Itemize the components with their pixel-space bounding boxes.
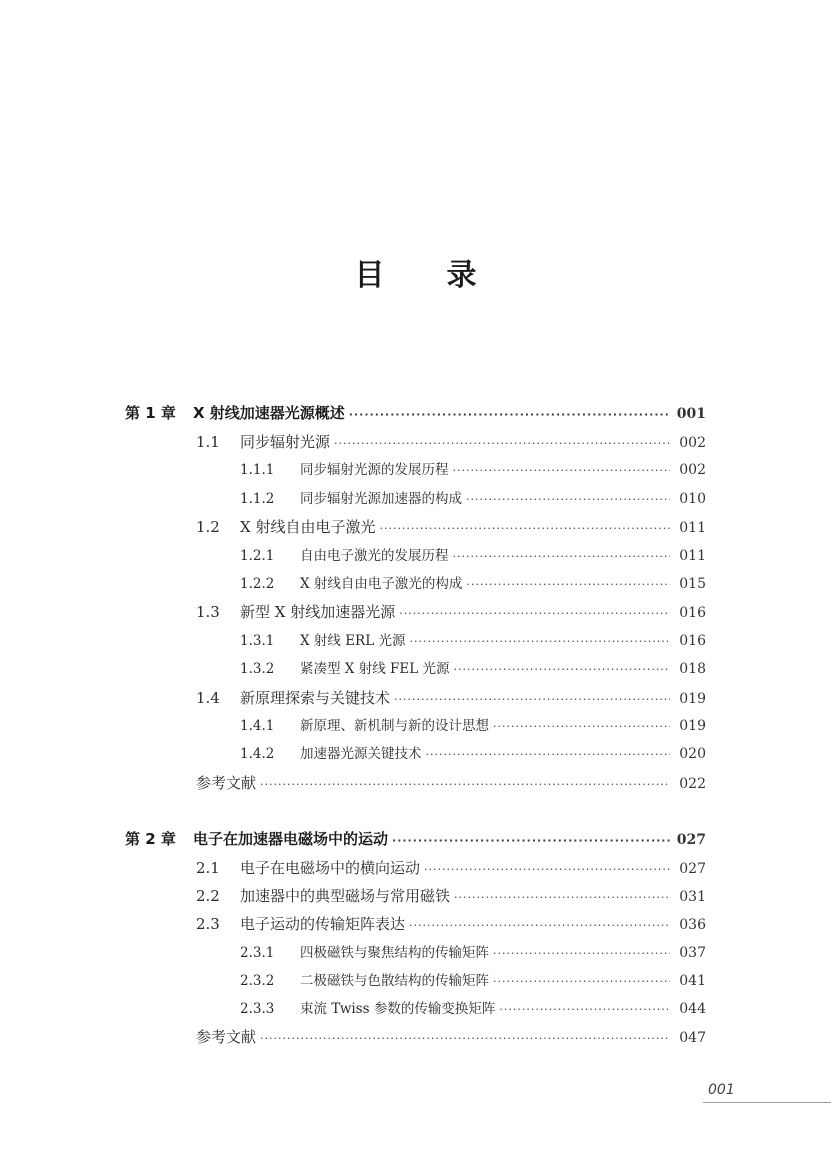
page-number: 010 (679, 491, 706, 507)
section-title: 同步辐射光源 (240, 433, 331, 451)
dot-leader (394, 686, 670, 714)
page-number: 031 (679, 889, 706, 905)
dot-leader (409, 628, 670, 656)
toc-subsection-1-2-1[interactable] (240, 542, 706, 570)
toc-section-1-4[interactable] (196, 684, 706, 712)
section-title: 电子在电磁场中的横向运动 (240, 859, 421, 877)
section-number: 2.1 (196, 859, 220, 877)
dot-leader (493, 940, 670, 968)
dot-leader (453, 656, 670, 684)
toc-references-chapter-1[interactable] (196, 769, 706, 797)
toc-title: 目录 (354, 258, 539, 293)
toc-section-1-1[interactable] (196, 428, 706, 456)
dot-leader (493, 968, 670, 996)
section-number: 2.2 (196, 887, 220, 905)
page-number: 019 (679, 718, 706, 734)
section-title: 电子运动的传输矩阵表达 (240, 915, 406, 933)
toc-chapter-2[interactable] (125, 825, 706, 853)
references-title: 参考文献 (196, 774, 257, 792)
dot-leader (499, 996, 670, 1024)
page-number: 016 (679, 605, 706, 621)
toc-section-2-1[interactable] (196, 854, 706, 882)
dot-leader (454, 884, 670, 912)
subsection-number: 2.3.1 (240, 945, 275, 961)
toc-section-2-2[interactable] (196, 882, 706, 910)
toc-references-chapter-2[interactable] (196, 1023, 706, 1051)
page-number: 041 (679, 973, 706, 989)
references-title: 参考文献 (196, 1028, 257, 1046)
section-title: 加速器中的典型磁场与常用磁铁 (240, 887, 451, 905)
page-number: 002 (679, 435, 706, 451)
page-number: 011 (679, 548, 706, 564)
page-number: 019 (679, 691, 706, 707)
subsection-number: 1.2.1 (240, 548, 275, 564)
subsection-title: 四极磁铁与聚焦结构的传输矩阵 (300, 945, 489, 961)
section-number: 1.1 (196, 433, 220, 451)
toc-subsection-2-3-3[interactable] (240, 995, 706, 1023)
dot-leader (466, 486, 670, 514)
page-number: 044 (679, 1001, 706, 1017)
page-number: 036 (679, 917, 706, 933)
page-number: 002 (679, 462, 706, 478)
section-number: 1.3 (196, 603, 220, 621)
toc-subsection-2-3-1[interactable] (240, 939, 706, 967)
page-number: 022 (679, 776, 706, 792)
subsection-title: 同步辐射光源加速器的构成 (300, 491, 462, 507)
page-number: 037 (679, 945, 706, 961)
subsection-number: 1.4.2 (240, 746, 275, 762)
dot-leader (392, 827, 670, 855)
subsection-title: 束流 Twiss 参数的传输变换矩阵 (300, 1001, 496, 1017)
subsection-title: X 射线自由电子激光的构成 (300, 576, 463, 592)
toc-section-2-3[interactable] (196, 910, 706, 938)
chapter-title: X 射线加速器光源概述 (193, 404, 345, 422)
dot-leader (493, 713, 670, 741)
subsection-title: 自由电子激光的发展历程 (300, 548, 449, 564)
dot-leader (260, 771, 670, 799)
page-number: 015 (679, 576, 706, 592)
toc-subsection-2-3-2[interactable] (240, 967, 706, 995)
toc-chapter-1[interactable] (125, 399, 706, 427)
page-number: 047 (679, 1030, 706, 1046)
subsection-title: 二极磁铁与色散结构的传输矩阵 (300, 973, 489, 989)
subsection-number: 1.4.1 (240, 718, 275, 734)
section-title: 新型 X 射线加速器光源 (240, 603, 396, 621)
toc-subsection-1-1-1[interactable] (240, 456, 706, 484)
page-number: 016 (679, 633, 706, 649)
subsection-number: 2.3.3 (240, 1001, 275, 1017)
footer-page-number: 001 (708, 1082, 735, 1098)
subsection-title: 紧凑型 X 射线 FEL 光源 (300, 661, 450, 677)
toc-subsection-1-3-2[interactable] (240, 655, 706, 683)
dot-leader (399, 600, 670, 628)
subsection-number: 1.3.1 (240, 633, 275, 649)
subsection-title: 新原理、新机制与新的设计思想 (300, 718, 489, 734)
dot-leader (409, 912, 670, 940)
dot-leader (260, 1025, 670, 1053)
toc-subsection-1-4-2[interactable] (240, 740, 706, 768)
subsection-number: 1.1.2 (240, 491, 275, 507)
subsection-number: 1.1.1 (240, 462, 275, 478)
toc-subsection-1-2-2[interactable] (240, 570, 706, 598)
section-title: X 射线自由电子激光 (240, 518, 376, 536)
subsection-title: X 射线 ERL 光源 (300, 633, 406, 649)
toc-section-1-2[interactable] (196, 513, 706, 541)
section-title: 新原理探索与关键技术 (240, 689, 391, 707)
page-number: 027 (679, 861, 706, 877)
page-number: 027 (676, 832, 706, 848)
toc-subsection-1-4-1[interactable] (240, 712, 706, 740)
dot-leader (466, 571, 670, 599)
dot-leader (424, 856, 670, 884)
page-number: 020 (679, 746, 706, 762)
dot-leader (453, 543, 671, 571)
page-number: 018 (679, 661, 706, 677)
subsection-number: 1.2.2 (240, 576, 275, 592)
chapter-number: 第 2 章 (125, 830, 176, 848)
section-number: 2.3 (196, 915, 220, 933)
subsection-title: 同步辐射光源的发展历程 (300, 462, 449, 478)
toc-section-1-3[interactable] (196, 598, 706, 626)
toc-subsection-1-3-1[interactable] (240, 627, 706, 655)
dot-leader (453, 457, 671, 485)
footer-rule (703, 1102, 831, 1103)
page-number: 001 (676, 406, 706, 422)
dot-leader (379, 515, 670, 543)
dot-leader (349, 401, 670, 429)
subsection-number: 1.3.2 (240, 661, 275, 677)
dot-leader (334, 430, 670, 458)
chapter-title: 电子在加速器电磁场中的运动 (193, 830, 389, 848)
subsection-number: 2.3.2 (240, 973, 275, 989)
subsection-title: 加速器光源关键技术 (300, 746, 422, 762)
chapter-number: 第 1 章 (125, 404, 176, 422)
dot-leader (426, 741, 671, 769)
page-number: 011 (679, 520, 706, 536)
toc-subsection-1-1-2[interactable] (240, 485, 706, 513)
section-number: 1.2 (196, 518, 220, 536)
section-number: 1.4 (196, 689, 220, 707)
